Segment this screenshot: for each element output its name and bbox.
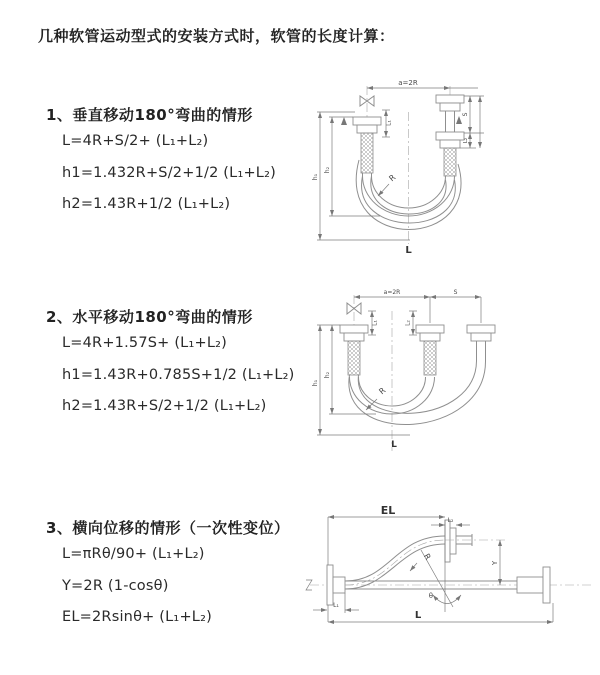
dim-label-l1: L₁ [385, 120, 393, 126]
flange [543, 567, 550, 603]
formula-line: L=πRθ/90+ (L₁+L₂) [62, 546, 205, 562]
radius-label: R [377, 385, 388, 397]
flange [450, 528, 456, 554]
diagram-horizontal-bend [310, 283, 600, 468]
formula-line: h1=1.432R+S/2+1/2 (L₁+L₂) [62, 164, 276, 181]
flange [327, 565, 333, 605]
hose-curve [345, 536, 445, 581]
braid-sleeve [444, 148, 456, 176]
radius-label: R [387, 172, 398, 184]
flange [357, 125, 377, 133]
section-2-formulas [62, 328, 295, 423]
flange [420, 333, 440, 341]
angle-label-theta: θ [428, 592, 433, 600]
hose-curve [349, 361, 486, 425]
flange [436, 132, 464, 140]
flange [517, 577, 543, 593]
length-label: L [391, 440, 397, 450]
dim-label-l2: L₂ [404, 320, 412, 326]
diagram-vertical-bend [310, 72, 590, 262]
flange [353, 117, 381, 125]
formula-line: Y=2R (1-cosθ) [62, 577, 169, 594]
radius-leader [378, 184, 389, 196]
section-1-heading: 1、垂直移动180°弯曲的情形 [46, 106, 253, 124]
hose-centerline [345, 540, 445, 585]
flange [471, 333, 491, 341]
dim-label-y: Y [491, 560, 499, 566]
radius-leader [410, 563, 417, 571]
flange [445, 520, 450, 562]
section-3-formulas [62, 539, 212, 634]
page-title: 几种软管运动型式的安装方式时，软管的长度计算： [38, 27, 395, 45]
flange [416, 325, 444, 333]
formula-line: h1=1.43R+0.785S+1/2 (L₁+L₂) [62, 366, 295, 383]
flange [440, 140, 460, 148]
hose-curve [358, 361, 476, 413]
dim-label-h1: h₁ [312, 379, 319, 387]
formula-line: h2=1.43R+S/2+1/2 (L₁+L₂) [62, 398, 267, 414]
dim-label-el: EL [380, 504, 396, 517]
flange [440, 103, 460, 111]
formula-line: L=4R+S/2+ (L₁+L₂) [62, 133, 209, 149]
radius-label: R [421, 552, 433, 562]
dim-label-h2: h₂ [324, 166, 331, 174]
motion-arrow-up [341, 117, 347, 125]
diagram-lateral-displacement [300, 500, 600, 650]
formula-line: EL=2Rsinθ+ (L₁+L₂) [62, 609, 212, 625]
formula-line: L=4R+1.57S+ (L₁+L₂) [62, 335, 227, 351]
flange [333, 577, 345, 593]
flange [436, 95, 464, 103]
dim-label-a2r: a=2R [398, 79, 418, 87]
flange [340, 325, 368, 333]
section-2-heading: 2、水平移动180°弯曲的情形 [46, 308, 253, 326]
section-1-formulas [62, 126, 276, 221]
dim-label-h1: h₁ [312, 173, 319, 181]
length-label: L [414, 610, 422, 621]
braid-sleeve [348, 341, 360, 375]
dim-label-a2r: a=2R [383, 289, 401, 296]
formula-line: h2=1.43R+1/2 (L₁+L₂) [62, 196, 231, 212]
flange [467, 325, 495, 333]
dim-label-l2: L₂ [463, 137, 469, 144]
dim-label-s: S [453, 289, 458, 296]
section-3-heading: 3、横向位移的情形（一次性变位） [46, 519, 290, 537]
dim-label-l2: L₂ [447, 517, 454, 524]
dim-label-l1: L₁ [371, 320, 379, 326]
length-label: L [405, 245, 412, 256]
dim-label-h2: h₂ [324, 371, 331, 379]
flange [344, 333, 364, 341]
braid-sleeve [424, 341, 436, 375]
dim-label-s: S [462, 112, 469, 117]
dim-label-l1: L₁ [333, 602, 339, 609]
braid-sleeve [361, 133, 373, 173]
